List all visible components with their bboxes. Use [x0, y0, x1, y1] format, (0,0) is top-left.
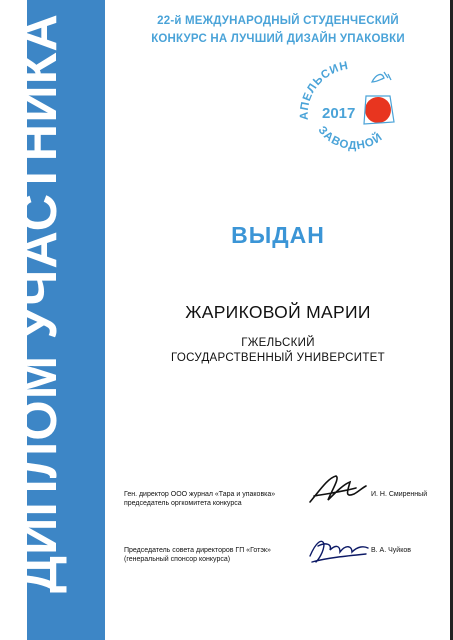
issued-label: ВЫДАН [231, 222, 325, 248]
header-line-1: 22-й МЕЖДУНАРОДНЫЙ СТУДЕНЧЕСКИЙ [157, 15, 399, 27]
recipient-name: ЖАРИКОВОЙ МАРИИ [185, 302, 371, 322]
contest-header [118, 12, 438, 48]
logo-arc-top: АПЕЛЬСИН [298, 59, 350, 121]
signatory-2-name: В. А. Чуйков [371, 547, 411, 554]
sparkle-icon [384, 72, 391, 80]
institution-name [118, 336, 438, 366]
contest-logo [294, 52, 414, 164]
signature-2 [306, 532, 370, 566]
signatory-1-role-line-1: Ген. директор ООО журнал «Тара и упаковка» [124, 491, 276, 498]
logo-year: 2017 [322, 105, 356, 122]
signatory-2-role-line-1: Председатель совета директоров ГП «Готэк» [124, 547, 271, 554]
institution-line-2: ГОСУДАРСТВЕННЫЙ УНИВЕРСИТЕТ [171, 352, 385, 364]
institution-line-1: ГЖЕЛЬСКИЙ [241, 337, 315, 349]
signatory-1-role-line-2: председатель оргкомитета конкурса [124, 500, 242, 507]
signature-1 [306, 472, 368, 510]
logo-arc-bottom: ЗАВОДНОЙ [315, 124, 386, 153]
orange-icon [365, 97, 391, 123]
signatory-1-role [124, 490, 304, 508]
leaf-icon [372, 75, 384, 82]
signatory-2-role-line-2: (генеральный спонсор конкурса) [124, 556, 231, 563]
header-line-2: КОНКУРС НА ЛУЧШИЙ ДИЗАЙН УПАКОВКИ [151, 33, 405, 45]
signatory-2-role [124, 546, 304, 564]
side-title: ДИПЛОМ УЧАСТНИКА [10, 13, 68, 593]
signatory-1-name: И. Н. Смиренный [371, 491, 428, 498]
